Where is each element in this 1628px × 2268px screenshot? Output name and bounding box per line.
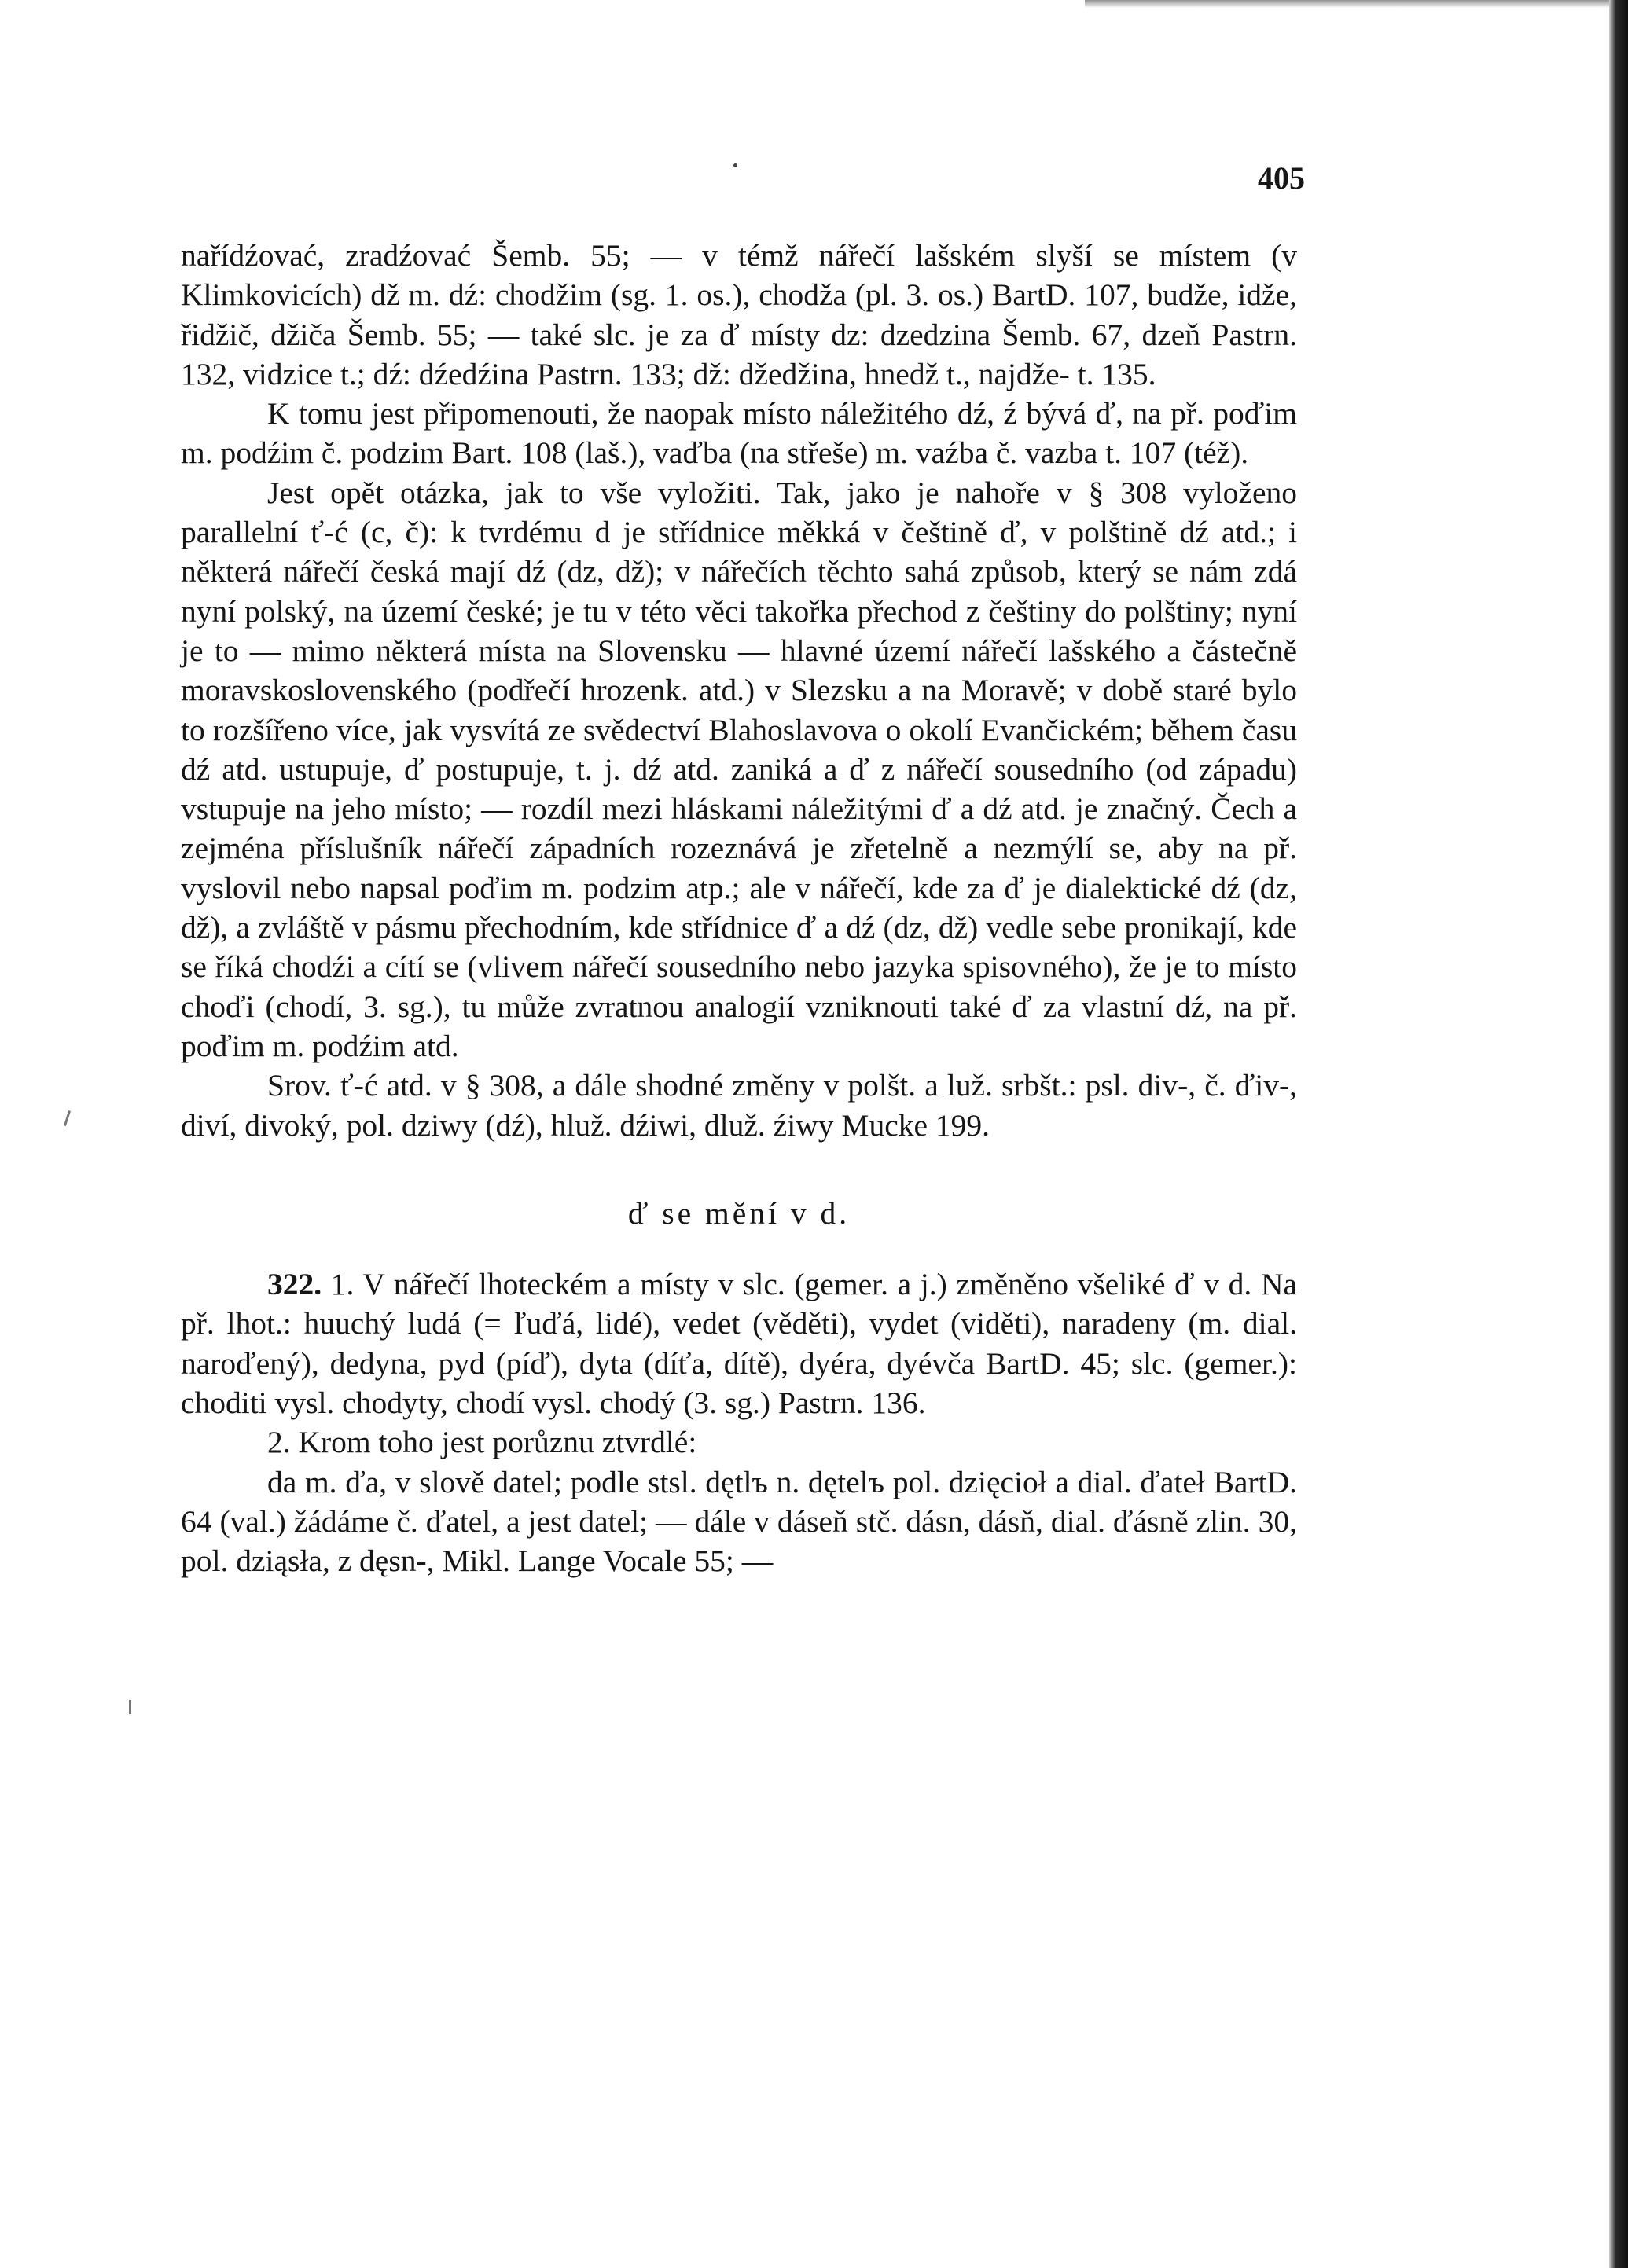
paragraph: Jest opět otázka, jak to vše vyložiti. Tak, jako je nahoře v § 308 vyloženo parallelní ť-ć (c, č): k tvrdému d je střídnice měkká v češtině ď, v polštině dź atd.; i některá nářečí česká mají dź (dz, dž); v nářečích těchto sahá způsob, který se nám zdá nyní polský, na území české; je tu v této věci takořka přechod z češtiny do polštiny; nyní je to — mimo některá místa na Slovensku — hlavné území nářečí lašského a částečně moravskoslovenského (podřečí hrozenk. atd.) v Slezsku a na Moravě; v době staré bylo to rozšířeno více, jak vysvítá ze svědectví Blahoslavova o okolí Evančickém; během času dź atd. ustupuje, ď postupuje, t. j. dź atd. zaniká a ď z nářečí sousedního (od západu) vstupuje na jeho místo; — rozdíl mezi hláskami náležitými ď a dź atd. je značný. Čech a zejména příslušník nářečí západních rozeznává je zřetelně a nezmýlí se, aby na př. vyslovil nebo napsal poďim m. podzim atp.; ale v nářečí, kde za ď je dialektické dź (dz, dž), a zvláště v pásmu přechodním, kde střídnice ď a dź (dz, dž) vedle sebe pronikají, kde se říká chodźi a cítí se (vlivem nářečí sousedního nebo jazyka spisovného), že je to místo choďi (chodí, 3. sg.), tu může zvratnou analogií vzniknouti také ď za vlastní dź, na př. poďim m. podźim atd. [181, 475, 1297, 1063]
scan-edge-right [1609, 0, 1628, 2268]
margin-mark [129, 1700, 131, 1714]
paragraph: K tomu jest připomenouti, že naopak místo náležitého dź, ź bývá ď, na př. poďim m. podźim č. podzim Bart. 108 (laš.), vaďba (na střeše) m. vaźba č. vazba t. 107 (též). [181, 396, 1297, 471]
margin-mark [64, 1110, 71, 1126]
page-number: 405 [1258, 160, 1305, 196]
section-heading: ď se mění v d. [627, 1195, 851, 1231]
section-paragraph [181, 1264, 1297, 1422]
page-body [181, 236, 1297, 1581]
section-paragraph: da m. ďa, v slově datel; podle stsl. dętlъ n. dętelъ pol. dzięcioł a dial. ďateł BartD. 64 (val.) žádáme č. ďatel, a jest datel; — dále v dáseň stč. dásn, dásň, dial. ďásně zlin. 30, pol. dziąsła, z dęsn-, Mikl. Lange Vocale 55; — [181, 1464, 1297, 1579]
paragraph-continuation: nařídźovać, zradźovać Šemb. 55; — v témž nářečí lašském slyší se místem (v Klimkovicích) dž m. dź: chodžim (sg. 1. os.), chodža (pl. 3. os.) BartD. 107, budže, idže, řidžič, džiča Šemb. 55; — také slc. je za ď místy dz: dzedzina Šemb. 67, dzeň Pastrn. 132, vidzice t.; dź: dźedźina Pastrn. 133; dž: džedžina, hnedž t., najdže- t. 135. [181, 238, 1297, 391]
paragraph: Srov. ť-ć atd. v § 308, a dále shodné změny v polšt. a luž. srbšt.: psl. div-, č. ďiv-, diví, divoký, pol. dziwy (dź), hluž. dźiwi, dluž. źiwy Mucke 199. [181, 1068, 1297, 1143]
stray-dot [733, 163, 737, 167]
section-paragraph-text: 1. V nářečí lhoteckém a místy v slc. (gemer. a j.) změněno všeliké ď v d. Na př. lhot.: huuchý ludá (= ľuďá, lidé), vedet (věděti), vydet (viděti), naradeny (m. dial. naroďený), dedyna, pyd (píď), dyta (díťa, dítě), dyéra, dyévča BartD. 45; slc. (gemer.): choditi vysl. chodyty, chodí vysl. chodý (3. sg.) Pastrn. 136. [181, 1267, 1298, 1421]
scan-edge-top [1085, 0, 1628, 8]
section-paragraph: 2. Krom toho jest porůznu ztvrdlé: [267, 1425, 697, 1460]
section-number: 322. [267, 1267, 322, 1302]
